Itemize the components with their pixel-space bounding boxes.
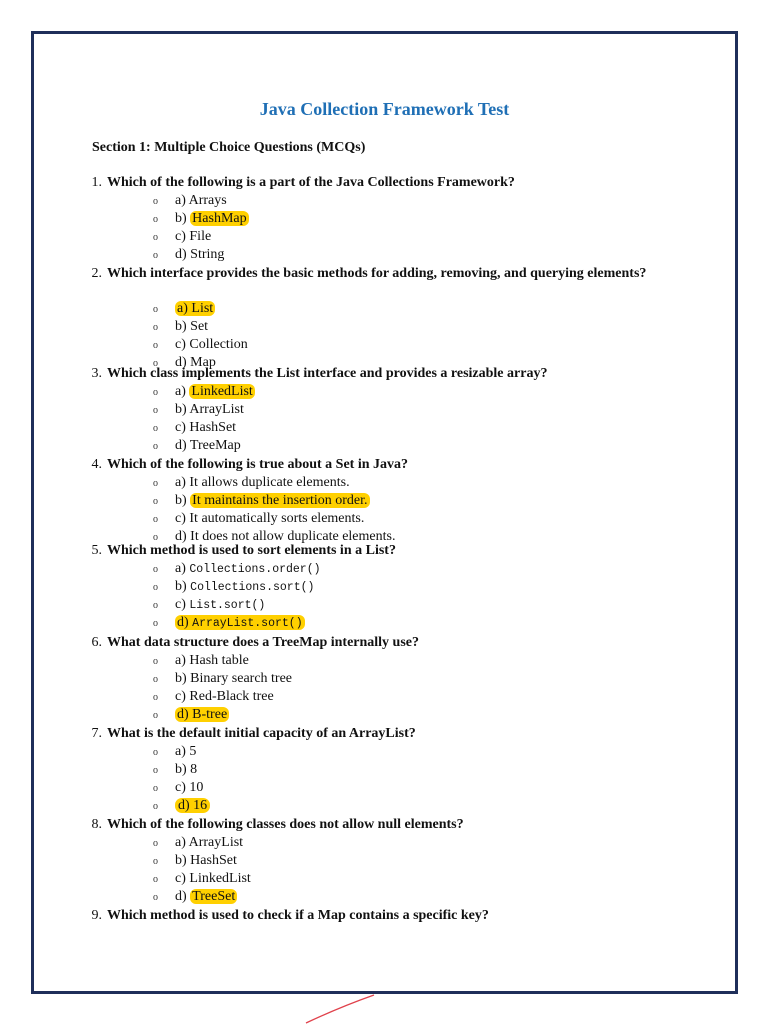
bullet-icon: o (153, 563, 158, 575)
answer-option[interactable] (153, 852, 237, 871)
option-label: File (189, 228, 212, 244)
answer-option[interactable] (153, 578, 314, 597)
question-5 (91, 542, 647, 560)
answer-option[interactable] (153, 228, 211, 247)
question-number: 7. (91, 726, 102, 741)
option-letter: c) (175, 419, 186, 435)
bullet-icon: o (153, 581, 158, 593)
answer-option[interactable] (153, 888, 237, 907)
option-label: B-tree (192, 706, 228, 722)
question-2 (91, 265, 647, 283)
option-letter: d) (175, 888, 187, 904)
option-label: LinkedList (191, 383, 253, 399)
option-label: TreeMap (189, 437, 241, 453)
question-1 (91, 174, 647, 192)
option-letter: b) (175, 319, 187, 334)
answer-option[interactable] (153, 706, 229, 725)
bullet-icon: o (153, 673, 158, 685)
option-letter: d) (177, 614, 189, 630)
highlighted-answer (190, 493, 369, 508)
option-letter: b) (175, 578, 187, 594)
option-letter: a) (175, 743, 186, 759)
bullet-icon: o (153, 213, 158, 225)
highlighted-answer (189, 384, 254, 399)
question-text: Which method is used to sort elements in a List? (107, 543, 396, 558)
option-label: HashSet (190, 852, 237, 868)
option-label: Map (190, 355, 216, 370)
option-letter: a) (175, 560, 186, 576)
option-letter: c) (175, 510, 186, 526)
option-label: Collections.sort() (190, 580, 315, 594)
answer-option[interactable] (153, 474, 350, 493)
answer-option[interactable] (153, 210, 249, 229)
option-letter: a) (175, 474, 186, 490)
bullet-icon: o (153, 358, 158, 369)
option-label: HashMap (192, 210, 247, 226)
bullet-icon: o (153, 404, 158, 416)
question-text: What is the default initial capacity of an ArrayList? (107, 726, 416, 741)
bullet-icon: o (153, 782, 158, 794)
answer-option[interactable] (153, 560, 321, 579)
option-label: List (191, 301, 214, 316)
highlighted-answer (175, 301, 215, 316)
option-label: 5 (189, 743, 197, 759)
answer-option[interactable] (153, 834, 243, 853)
answer-option[interactable] (153, 437, 241, 456)
option-letter: b) (175, 210, 187, 226)
option-letter: c) (175, 870, 186, 886)
question-4 (91, 456, 647, 474)
highlighted-answer (190, 211, 248, 226)
bullet-icon: o (153, 531, 158, 543)
answer-option[interactable] (153, 688, 274, 707)
option-label: HashSet (189, 419, 237, 435)
option-label: String (190, 246, 225, 262)
question-7 (91, 725, 647, 743)
question-text: Which of the following classes does not allow null elements? (107, 817, 464, 832)
question-number: 5. (91, 543, 102, 558)
option-letter: a) (175, 652, 186, 668)
question-text: Which interface provides the basic methods for adding, removing, and querying elements? (107, 266, 647, 281)
bullet-icon: o (153, 837, 158, 849)
bullet-icon: o (153, 322, 158, 333)
option-label: Binary search tree (190, 670, 293, 686)
answer-option[interactable] (153, 797, 210, 816)
question-text: Which class implements the List interface and provides a resizable array? (107, 366, 548, 381)
question-text: Which of the following is a part of the Java Collections Framework? (107, 175, 515, 190)
answer-option[interactable] (153, 761, 197, 780)
answer-option[interactable] (153, 596, 265, 615)
answer-option[interactable] (153, 614, 305, 633)
option-label: Red-Black tree (189, 688, 274, 704)
bullet-icon: o (153, 655, 158, 667)
answer-option[interactable] (153, 246, 224, 265)
page-title: Java Collection Framework Test (259, 99, 510, 119)
option-label: It maintains the insertion order. (192, 492, 368, 508)
option-letter: b) (175, 670, 187, 686)
question-number: 4. (91, 457, 102, 472)
bullet-icon: o (153, 691, 158, 703)
bullet-icon: o (153, 195, 158, 207)
option-label: LinkedList (189, 870, 251, 886)
answer-option[interactable] (153, 652, 249, 671)
option-letter: d) (175, 246, 187, 262)
option-label: List.sort() (189, 598, 266, 612)
option-label: 8 (190, 761, 198, 777)
bullet-icon: o (153, 800, 158, 812)
option-label: 16 (193, 797, 208, 813)
question-number: 3. (91, 366, 102, 381)
option-letter: d) (175, 528, 187, 544)
option-letter: a) (177, 301, 188, 316)
answer-option[interactable] (153, 670, 292, 689)
bullet-icon: o (153, 891, 158, 903)
option-label: Set (190, 319, 209, 334)
question-6 (91, 634, 647, 652)
bullet-icon: o (153, 340, 158, 351)
question-number: 8. (91, 817, 102, 832)
highlighted-answer (175, 798, 210, 813)
bullet-icon: o (153, 855, 158, 867)
bullet-icon: o (153, 249, 158, 261)
option-letter: d) (175, 355, 187, 370)
bullet-icon: o (153, 304, 158, 315)
bullet-icon: o (153, 746, 158, 758)
option-label: ArrayList (188, 834, 244, 850)
bullet-icon: o (153, 513, 158, 525)
answer-option[interactable] (153, 401, 244, 420)
option-letter: d) (175, 437, 187, 453)
page-border (31, 31, 738, 994)
option-letter: c) (175, 596, 186, 612)
answer-option[interactable] (153, 383, 255, 402)
answer-option[interactable] (153, 779, 203, 798)
section-heading: Section 1: Multiple Choice Questions (MCQs) (92, 140, 366, 155)
option-label: It automatically sorts elements. (189, 510, 365, 526)
bullet-icon: o (153, 495, 158, 507)
answer-option[interactable] (153, 743, 196, 762)
option-label: Hash table (189, 652, 249, 668)
question-8 (91, 816, 647, 834)
answer-option[interactable] (153, 510, 364, 529)
bullet-icon: o (153, 231, 158, 243)
bullet-icon: o (153, 709, 158, 721)
pen-mark-icon (300, 993, 390, 1028)
option-label: It does not allow duplicate elements. (190, 528, 396, 544)
option-letter: c) (175, 337, 186, 352)
highlighted-answer (175, 615, 305, 630)
answer-option[interactable] (153, 192, 227, 211)
option-label: Collection (189, 337, 248, 352)
option-letter: a) (175, 834, 186, 850)
option-letter: b) (175, 401, 187, 417)
bullet-icon: o (153, 440, 158, 452)
option-label: It allows duplicate elements. (189, 474, 350, 490)
option-letter: c) (175, 228, 186, 244)
answer-option[interactable] (153, 419, 236, 438)
option-label: ArrayList (189, 401, 244, 417)
option-letter: c) (175, 688, 186, 704)
answer-option[interactable] (153, 318, 208, 337)
bullet-icon: o (153, 477, 158, 489)
bullet-icon: o (153, 599, 158, 611)
question-9 (91, 907, 647, 925)
question-number: 9. (91, 908, 102, 923)
option-letter: a) (175, 383, 186, 399)
option-label: ArrayList.sort() (192, 616, 303, 630)
question-3 (91, 365, 647, 383)
bullet-icon: o (153, 422, 158, 434)
option-letter: b) (175, 492, 187, 508)
option-letter: b) (175, 852, 187, 868)
question-number: 1. (91, 175, 102, 190)
option-label: TreeSet (192, 888, 236, 904)
question-text: Which of the following is true about a Set in Java? (107, 457, 409, 472)
highlighted-answer (175, 707, 229, 722)
answer-option[interactable] (153, 492, 370, 511)
highlighted-answer (190, 889, 237, 904)
question-number: 6. (91, 635, 102, 650)
option-letter: d) (177, 706, 189, 722)
question-number: 2. (91, 266, 102, 281)
option-letter: c) (175, 779, 186, 795)
answer-option[interactable] (153, 300, 215, 319)
question-text: What data structure does a TreeMap internally use? (107, 635, 420, 650)
answer-option[interactable] (153, 336, 248, 355)
option-label: Arrays (188, 192, 227, 208)
option-letter: d) (178, 797, 190, 813)
bullet-icon: o (153, 764, 158, 776)
bullet-icon: o (153, 617, 158, 629)
question-text: Which method is used to check if a Map contains a specific key? (107, 908, 489, 923)
answer-option[interactable] (153, 870, 251, 889)
bullet-icon: o (153, 386, 158, 398)
option-letter: b) (175, 761, 187, 777)
bullet-icon: o (153, 873, 158, 885)
option-letter: a) (175, 192, 186, 208)
option-label: 10 (189, 779, 204, 795)
option-label: Collections.order() (189, 562, 321, 576)
